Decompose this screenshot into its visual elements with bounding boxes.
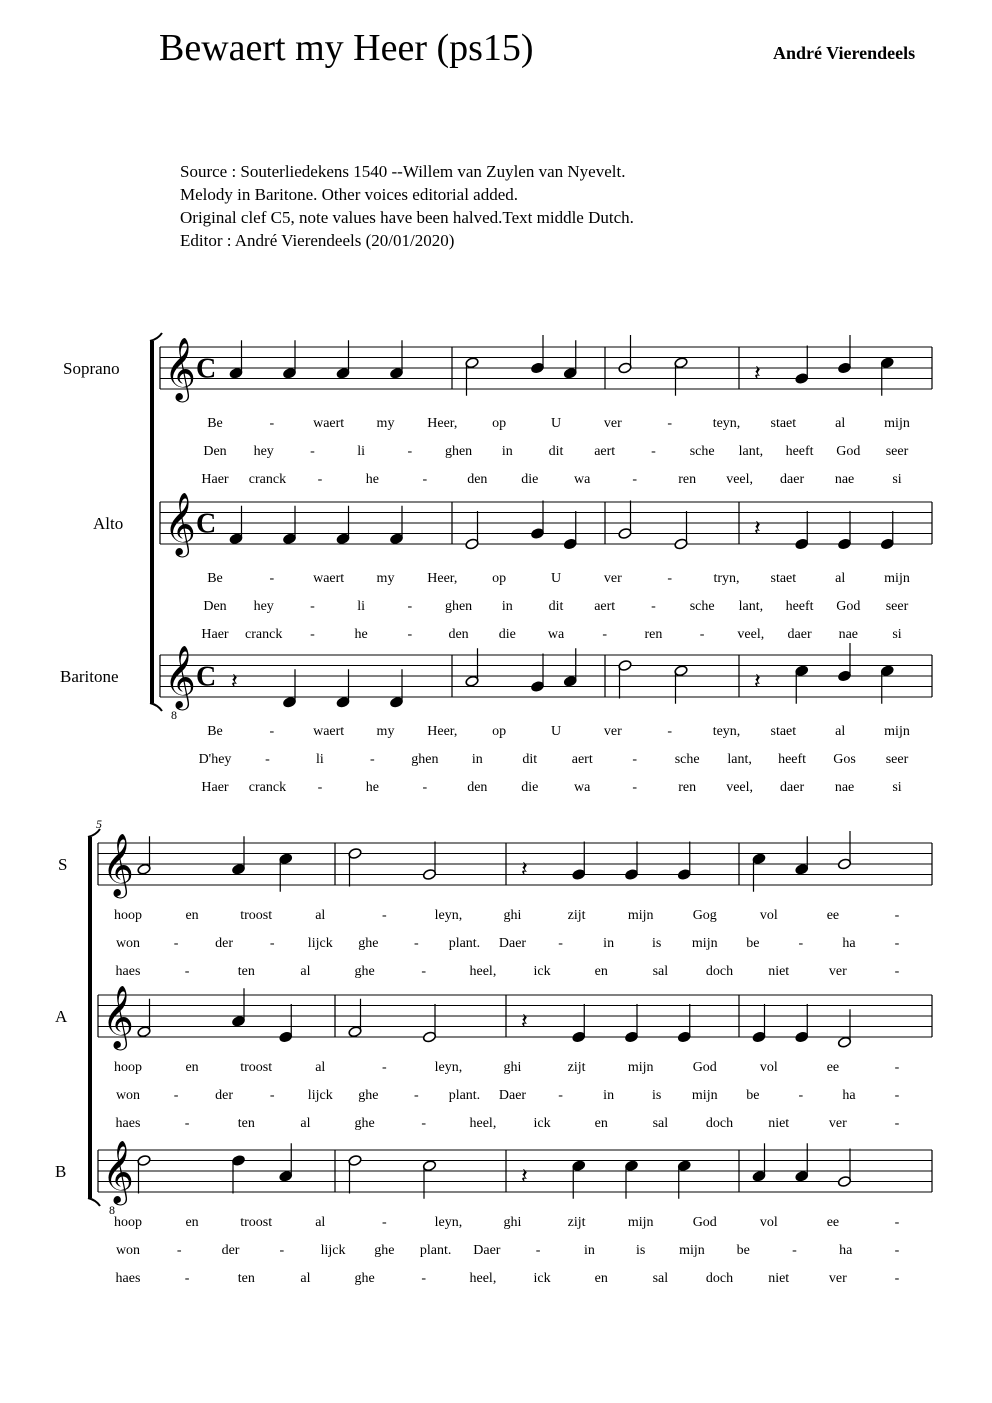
lyric-syllable: si [892, 780, 902, 795]
lyric-syllable: - [310, 627, 315, 642]
lyric-syllable: - [632, 472, 638, 487]
quarter-rest: 𝄽 [754, 516, 761, 542]
lyric-syllable: zijt [567, 908, 586, 923]
lyric-syllable: - [632, 780, 638, 795]
octave-eight: 8 [109, 1203, 115, 1217]
lyric-syllable: mijn [691, 936, 718, 951]
lyric-syllable: ghen [444, 599, 473, 614]
lyric-syllable: - [269, 936, 275, 951]
lyric-syllable: doch [705, 1271, 734, 1286]
lyric-syllable: - [421, 964, 427, 979]
lyric-syllable: be [736, 1243, 750, 1258]
lyric-syllable: sal [652, 964, 669, 979]
lyric-syllable: nae [834, 780, 855, 795]
lyric-syllable: aert [594, 444, 616, 459]
lyric-syllable: - [798, 936, 804, 951]
lyric-syllable: nae [834, 472, 855, 487]
lyric-syllable: Heer, [427, 416, 458, 431]
lyric-syllable: die [521, 472, 539, 487]
lyric-syllable: niet [768, 964, 790, 979]
staff-label: S [58, 855, 68, 874]
lyric-syllable: hey [253, 444, 274, 459]
lyric-syllable: wa [574, 472, 591, 487]
lyric-syllable: - [667, 416, 672, 431]
lyric-syllable: ghi [503, 908, 522, 923]
lyric-syllable: al [835, 416, 846, 431]
lyric-syllable: heeft [785, 599, 814, 614]
lyric-syllable: tryn, [713, 571, 740, 586]
lyric-syllable: Be [207, 724, 223, 739]
lyric-syllable: my [376, 571, 395, 586]
note-line: Source : Souterliedekens 1540 --Willem van Zuylen van Nyevelt. [180, 162, 626, 181]
lyric-syllable: ver [603, 571, 622, 586]
measure-number: 5 [96, 817, 102, 831]
lyric-syllable: al [300, 1271, 311, 1286]
lyric-syllable: lant, [738, 444, 764, 459]
lyric-syllable: al [835, 571, 846, 586]
lyric-syllable: be [746, 936, 760, 951]
lyric-syllable: - [421, 1271, 427, 1286]
lyric-syllable: - [381, 1060, 387, 1075]
lyric-syllable: plant. [448, 936, 481, 951]
lyric-syllable: lijck [320, 1243, 346, 1258]
lyric-syllable: mijn [627, 908, 654, 923]
lyric-syllable: mijn [884, 416, 910, 431]
lyric-syllable: - [414, 1088, 419, 1103]
lyric-syllable: Gog [692, 908, 717, 923]
octave-eight: 8 [171, 708, 177, 722]
lyric-syllable: heel, [469, 1116, 497, 1131]
lyric-syllable: ha [842, 936, 856, 951]
lyric-syllable: Den [203, 599, 227, 614]
lyric-syllable: Daer [498, 1088, 527, 1103]
composer-name: André Vierendeels [773, 43, 916, 63]
lyric-syllable: is [635, 1243, 646, 1258]
lyric-syllable: si [892, 472, 902, 487]
lyric-syllable: - [265, 752, 270, 767]
lyric-syllable: - [651, 599, 656, 614]
lyric-syllable: God [836, 599, 861, 614]
staff-label: Alto [93, 514, 124, 533]
lyric-syllable: is [652, 936, 662, 951]
lyric-syllable: der [221, 1243, 240, 1258]
lyric-syllable: - [894, 936, 900, 951]
lyric-syllable: seer [885, 444, 909, 459]
time-signature: C [196, 661, 217, 693]
system-bracket [150, 341, 154, 703]
lyric-syllable: waert [313, 416, 345, 431]
lyric-syllable: ren [678, 472, 697, 487]
lyric-syllable: - [407, 627, 413, 642]
lyric-syllable: der [215, 1088, 234, 1103]
lyric-syllable: zijt [567, 1215, 586, 1230]
lyric-syllable: die [521, 780, 539, 795]
lyric-syllable: - [184, 1116, 190, 1131]
lyric-syllable: - [894, 908, 900, 923]
lyric-syllable: daer [787, 627, 812, 642]
lyric-syllable: mijn [627, 1060, 654, 1075]
lyric-syllable: he [354, 627, 368, 642]
lyric-syllable: lant, [738, 599, 764, 614]
lyric-syllable: waert [313, 724, 345, 739]
lyric-syllable: vol [759, 1060, 778, 1075]
lyric-syllable: al [315, 1215, 326, 1230]
lyric-syllable: - [310, 599, 315, 614]
lyric-syllable: won [115, 936, 141, 951]
lyric-syllable: he [365, 780, 379, 795]
lyric-syllable: der [215, 936, 234, 951]
lyric-syllable: den [467, 472, 488, 487]
lyric-syllable: U [550, 571, 562, 586]
lyric-syllable: ick [533, 964, 551, 979]
lyric-syllable: lant, [727, 752, 752, 767]
lyric-syllable: - [632, 752, 638, 767]
lyric-syllable: dit [522, 752, 538, 767]
note-line: Melody in Baritone. Other voices editorial added. [180, 185, 519, 204]
lyric-syllable: seer [885, 599, 909, 614]
lyric-syllable: God [692, 1215, 717, 1230]
lyric-syllable: heel, [469, 1271, 497, 1286]
lyric-syllable: leyn, [434, 1215, 463, 1230]
lyric-syllable: ten [237, 1116, 255, 1131]
lyric-syllable: vol [759, 1215, 778, 1230]
lyric-syllable: plant. [448, 1088, 481, 1103]
lyric-syllable: staet [770, 416, 797, 431]
lyric-syllable: sche [674, 752, 700, 767]
lyric-syllable: in [603, 936, 615, 951]
lyric-syllable: doch [705, 1116, 734, 1131]
lyric-syllable: ha [839, 1243, 853, 1258]
note-line: Original clef C5, note values have been halved.Text middle Dutch. [180, 208, 634, 227]
lyric-syllable: Daer [498, 936, 527, 951]
lyric-syllable: - [894, 1215, 900, 1230]
lyric-syllable: in [603, 1088, 615, 1103]
lyric-syllable: en [594, 964, 608, 979]
quarter-rest: 𝄽 [231, 669, 238, 695]
quarter-rest: 𝄽 [521, 857, 528, 883]
lyric-syllable: en [594, 1116, 608, 1131]
lyric-syllable: - [269, 416, 275, 431]
lyric-syllable: - [381, 908, 387, 923]
lyric-syllable: waert [313, 571, 345, 586]
lyric-syllable: dit [548, 444, 564, 459]
lyric-syllable: dit [548, 599, 564, 614]
lyric-syllable: ver [828, 964, 847, 979]
lyric-syllable: haes [115, 1271, 141, 1286]
staff-label: Baritone [60, 667, 119, 686]
lyric-syllable: ghi [503, 1060, 522, 1075]
lyric-syllable: U [550, 416, 562, 431]
lyric-syllable: ten [237, 1271, 255, 1286]
lyric-syllable: hoop [114, 1060, 142, 1075]
lyric-syllable: li [316, 752, 324, 767]
lyric-syllable: ee [826, 908, 840, 923]
treble-clef-icon: 𝄞 [164, 492, 196, 555]
lyric-syllable: ha [842, 1088, 856, 1103]
lyric-syllable: - [894, 1243, 900, 1258]
quarter-rest: 𝄽 [754, 361, 761, 387]
lyric-syllable: niet [768, 1116, 790, 1131]
bracket-hook [150, 333, 162, 341]
staff-label: B [55, 1162, 67, 1181]
lyric-syllable: al [835, 724, 846, 739]
lyric-syllable: en [185, 1215, 199, 1230]
lyric-syllable: - [894, 1060, 900, 1075]
lyric-syllable: God [836, 444, 861, 459]
lyric-syllable: - [535, 1243, 541, 1258]
lyric-syllable: si [892, 627, 902, 642]
lyric-syllable: - [269, 571, 275, 586]
lyric-syllable: U [550, 724, 562, 739]
lyric-syllable: cranck [248, 780, 287, 795]
lyric-syllable: op [492, 416, 507, 431]
lyric-syllable: haes [115, 1116, 141, 1131]
lyric-syllable: - [370, 752, 375, 767]
treble-clef-icon: 𝄞 [164, 337, 196, 400]
lyric-syllable: al [300, 1116, 311, 1131]
lyric-syllable: - [894, 964, 900, 979]
lyric-syllable: hey [253, 599, 274, 614]
lyric-syllable: - [667, 571, 672, 586]
lyric-syllable: cranck [245, 627, 283, 642]
lyric-syllable: troost [240, 908, 273, 923]
lyric-syllable: sal [652, 1116, 669, 1131]
lyric-syllable: ghe [358, 936, 379, 951]
lyric-syllable: ghen [444, 444, 473, 459]
lyric-syllable: mijn [691, 1088, 718, 1103]
lyric-syllable: - [894, 1088, 900, 1103]
lyric-syllable: heeft [778, 752, 807, 767]
lyric-syllable: - [651, 444, 656, 459]
lyric-syllable: den [467, 780, 488, 795]
lyric-syllable: Gos [833, 752, 856, 767]
lyric-syllable: in [471, 752, 483, 767]
lyric-syllable: - [558, 1088, 563, 1103]
lyric-syllable: - [798, 1088, 804, 1103]
time-signature: C [196, 508, 217, 540]
lyric-syllable: - [176, 1243, 182, 1258]
lyric-syllable: my [376, 724, 395, 739]
bracket-hook [150, 703, 162, 711]
lyric-syllable: - [317, 472, 323, 487]
quarter-rest: 𝄽 [521, 1009, 528, 1035]
lyric-syllable: - [173, 936, 179, 951]
lyric-syllable: - [894, 1116, 900, 1131]
lyric-syllable: - [317, 780, 323, 795]
lyric-syllable: my [376, 416, 395, 431]
lyric-syllable: - [422, 780, 428, 795]
lyric-syllable: li [357, 444, 366, 459]
lyric-syllable: - [792, 1243, 797, 1258]
lyric-syllable: al [315, 1060, 326, 1075]
lyric-syllable: veel, [726, 472, 754, 487]
lyric-syllable: Den [203, 444, 227, 459]
lyric-syllable: be [746, 1088, 760, 1103]
system-bracket [88, 837, 92, 1198]
lyric-syllable: - [407, 599, 413, 614]
lyric-syllable: God [692, 1060, 717, 1075]
staff-label: A [55, 1007, 68, 1026]
lyric-syllable: wa [547, 627, 565, 642]
lyric-syllable: Haer [201, 780, 229, 795]
lyric-syllable: seer [885, 752, 909, 767]
treble-clef-icon: 𝄞 [102, 985, 134, 1048]
time-signature: C [196, 353, 217, 385]
lyric-syllable: Daer [473, 1243, 501, 1258]
lyric-syllable: - [421, 1116, 427, 1131]
lyric-syllable: Be [207, 571, 223, 586]
quarter-rest: 𝄽 [521, 1164, 528, 1190]
lyric-syllable: - [310, 444, 315, 459]
lyric-syllable: staet [770, 571, 797, 586]
lyric-syllable: troost [240, 1215, 273, 1230]
lyric-syllable: ee [826, 1060, 840, 1075]
lyric-syllable: en [185, 908, 199, 923]
lyric-syllable: - [667, 724, 672, 739]
lyric-syllable: aert [571, 752, 593, 767]
note-line: Editor : André Vierendeels (20/01/2020) [180, 231, 455, 250]
lyric-syllable: - [184, 964, 190, 979]
lyric-syllable: ren [644, 627, 663, 642]
treble-clef-icon: 𝄞 [102, 1140, 134, 1203]
lyric-syllable: - [422, 472, 428, 487]
lyric-syllable: he [365, 472, 379, 487]
bracket-hook [88, 1198, 100, 1206]
treble-clef-icon: 𝄞 [164, 645, 196, 708]
lyric-syllable: ghe [354, 964, 375, 979]
lyric-syllable: veel, [737, 627, 765, 642]
lyric-syllable: Heer, [427, 571, 458, 586]
lyric-syllable: al [315, 908, 326, 923]
lyric-syllable: in [501, 444, 513, 459]
lyric-syllable: li [357, 599, 366, 614]
lyric-syllable: teyn, [712, 724, 741, 739]
lyric-syllable: daer [780, 472, 805, 487]
lyric-syllable: ghe [358, 1088, 379, 1103]
lyric-syllable: mijn [884, 724, 910, 739]
lyric-syllable: sche [689, 599, 715, 614]
lyric-syllable: nae [838, 627, 858, 642]
lyric-syllable: - [173, 1088, 179, 1103]
lyric-syllable: hoop [114, 1215, 142, 1230]
staff-label: Soprano [63, 359, 120, 378]
lyric-syllable: lijck [307, 936, 333, 951]
lyric-syllable: - [407, 444, 413, 459]
lyric-syllable: - [279, 1243, 285, 1258]
lyric-syllable: mijn [627, 1215, 654, 1230]
lyric-syllable: ee [826, 1215, 840, 1230]
lyric-syllable: ghen [411, 752, 439, 767]
lyric-syllable: op [492, 571, 507, 586]
lyric-syllable: ick [533, 1116, 551, 1131]
lyric-syllable: teyn, [712, 416, 741, 431]
lyric-syllable: veel, [726, 780, 754, 795]
lyric-syllable: ver [603, 416, 622, 431]
lyric-syllable: Haer [201, 627, 229, 642]
lyric-syllable: ghe [374, 1243, 395, 1258]
lyric-syllable: sal [652, 1271, 669, 1286]
lyric-syllable: - [414, 936, 419, 951]
lyric-syllable: sche [689, 444, 715, 459]
lyric-syllable: ver [828, 1271, 847, 1286]
lyric-syllable: won [115, 1243, 141, 1258]
lyric-syllable: is [652, 1088, 662, 1103]
lyric-syllable: den [448, 627, 469, 642]
lyric-syllable: cranck [248, 472, 287, 487]
lyric-syllable: ten [237, 964, 255, 979]
lyric-syllable: - [558, 936, 563, 951]
lyric-syllable: heeft [785, 444, 814, 459]
page-title: Bewaert my Heer (ps15) [159, 27, 534, 69]
lyric-syllable: Be [207, 416, 223, 431]
lyric-syllable: - [602, 627, 608, 642]
lyric-syllable: wa [574, 780, 591, 795]
lyric-syllable: ver [828, 1116, 847, 1131]
lyric-syllable: troost [240, 1060, 273, 1075]
lyric-syllable: leyn, [434, 908, 463, 923]
quarter-rest: 𝄽 [754, 669, 761, 695]
lyric-syllable: mijn [679, 1243, 705, 1258]
lyric-syllable: ghe [354, 1271, 375, 1286]
lyric-syllable: haes [115, 964, 141, 979]
lyric-syllable: die [498, 627, 516, 642]
lyric-syllable: doch [705, 964, 734, 979]
lyric-syllable: plant. [419, 1243, 452, 1258]
lyric-syllable: in [583, 1243, 595, 1258]
lyric-syllable: mijn [884, 571, 910, 586]
lyric-syllable: daer [780, 780, 805, 795]
lyric-syllable: lijck [307, 1088, 333, 1103]
lyric-syllable: ghi [503, 1215, 522, 1230]
lyric-syllable: ick [533, 1271, 551, 1286]
lyric-syllable: en [185, 1060, 199, 1075]
lyric-syllable: in [501, 599, 513, 614]
lyric-syllable: - [894, 1271, 900, 1286]
lyric-syllable: won [115, 1088, 141, 1103]
lyric-syllable: - [269, 1088, 275, 1103]
lyric-syllable: al [300, 964, 311, 979]
lyric-syllable: - [269, 724, 275, 739]
lyric-syllable: ghe [354, 1116, 375, 1131]
lyric-syllable: op [492, 724, 507, 739]
lyric-syllable: - [699, 627, 705, 642]
lyric-syllable: staet [770, 724, 797, 739]
lyric-syllable: Haer [201, 472, 229, 487]
lyric-syllable: - [381, 1215, 387, 1230]
lyric-syllable: - [184, 1271, 190, 1286]
lyric-syllable: vol [759, 908, 778, 923]
lyric-syllable: ren [678, 780, 697, 795]
lyric-syllable: D'hey [198, 752, 232, 767]
lyric-syllable: heel, [469, 964, 497, 979]
lyric-syllable: ver [603, 724, 622, 739]
lyric-syllable: Heer, [427, 724, 458, 739]
lyric-syllable: aert [594, 599, 616, 614]
lyric-syllable: hoop [114, 908, 142, 923]
lyric-syllable: niet [768, 1271, 790, 1286]
lyric-syllable: leyn, [434, 1060, 463, 1075]
treble-clef-icon: 𝄞 [102, 833, 134, 896]
lyric-syllable: zijt [567, 1060, 586, 1075]
lyric-syllable: en [594, 1271, 608, 1286]
